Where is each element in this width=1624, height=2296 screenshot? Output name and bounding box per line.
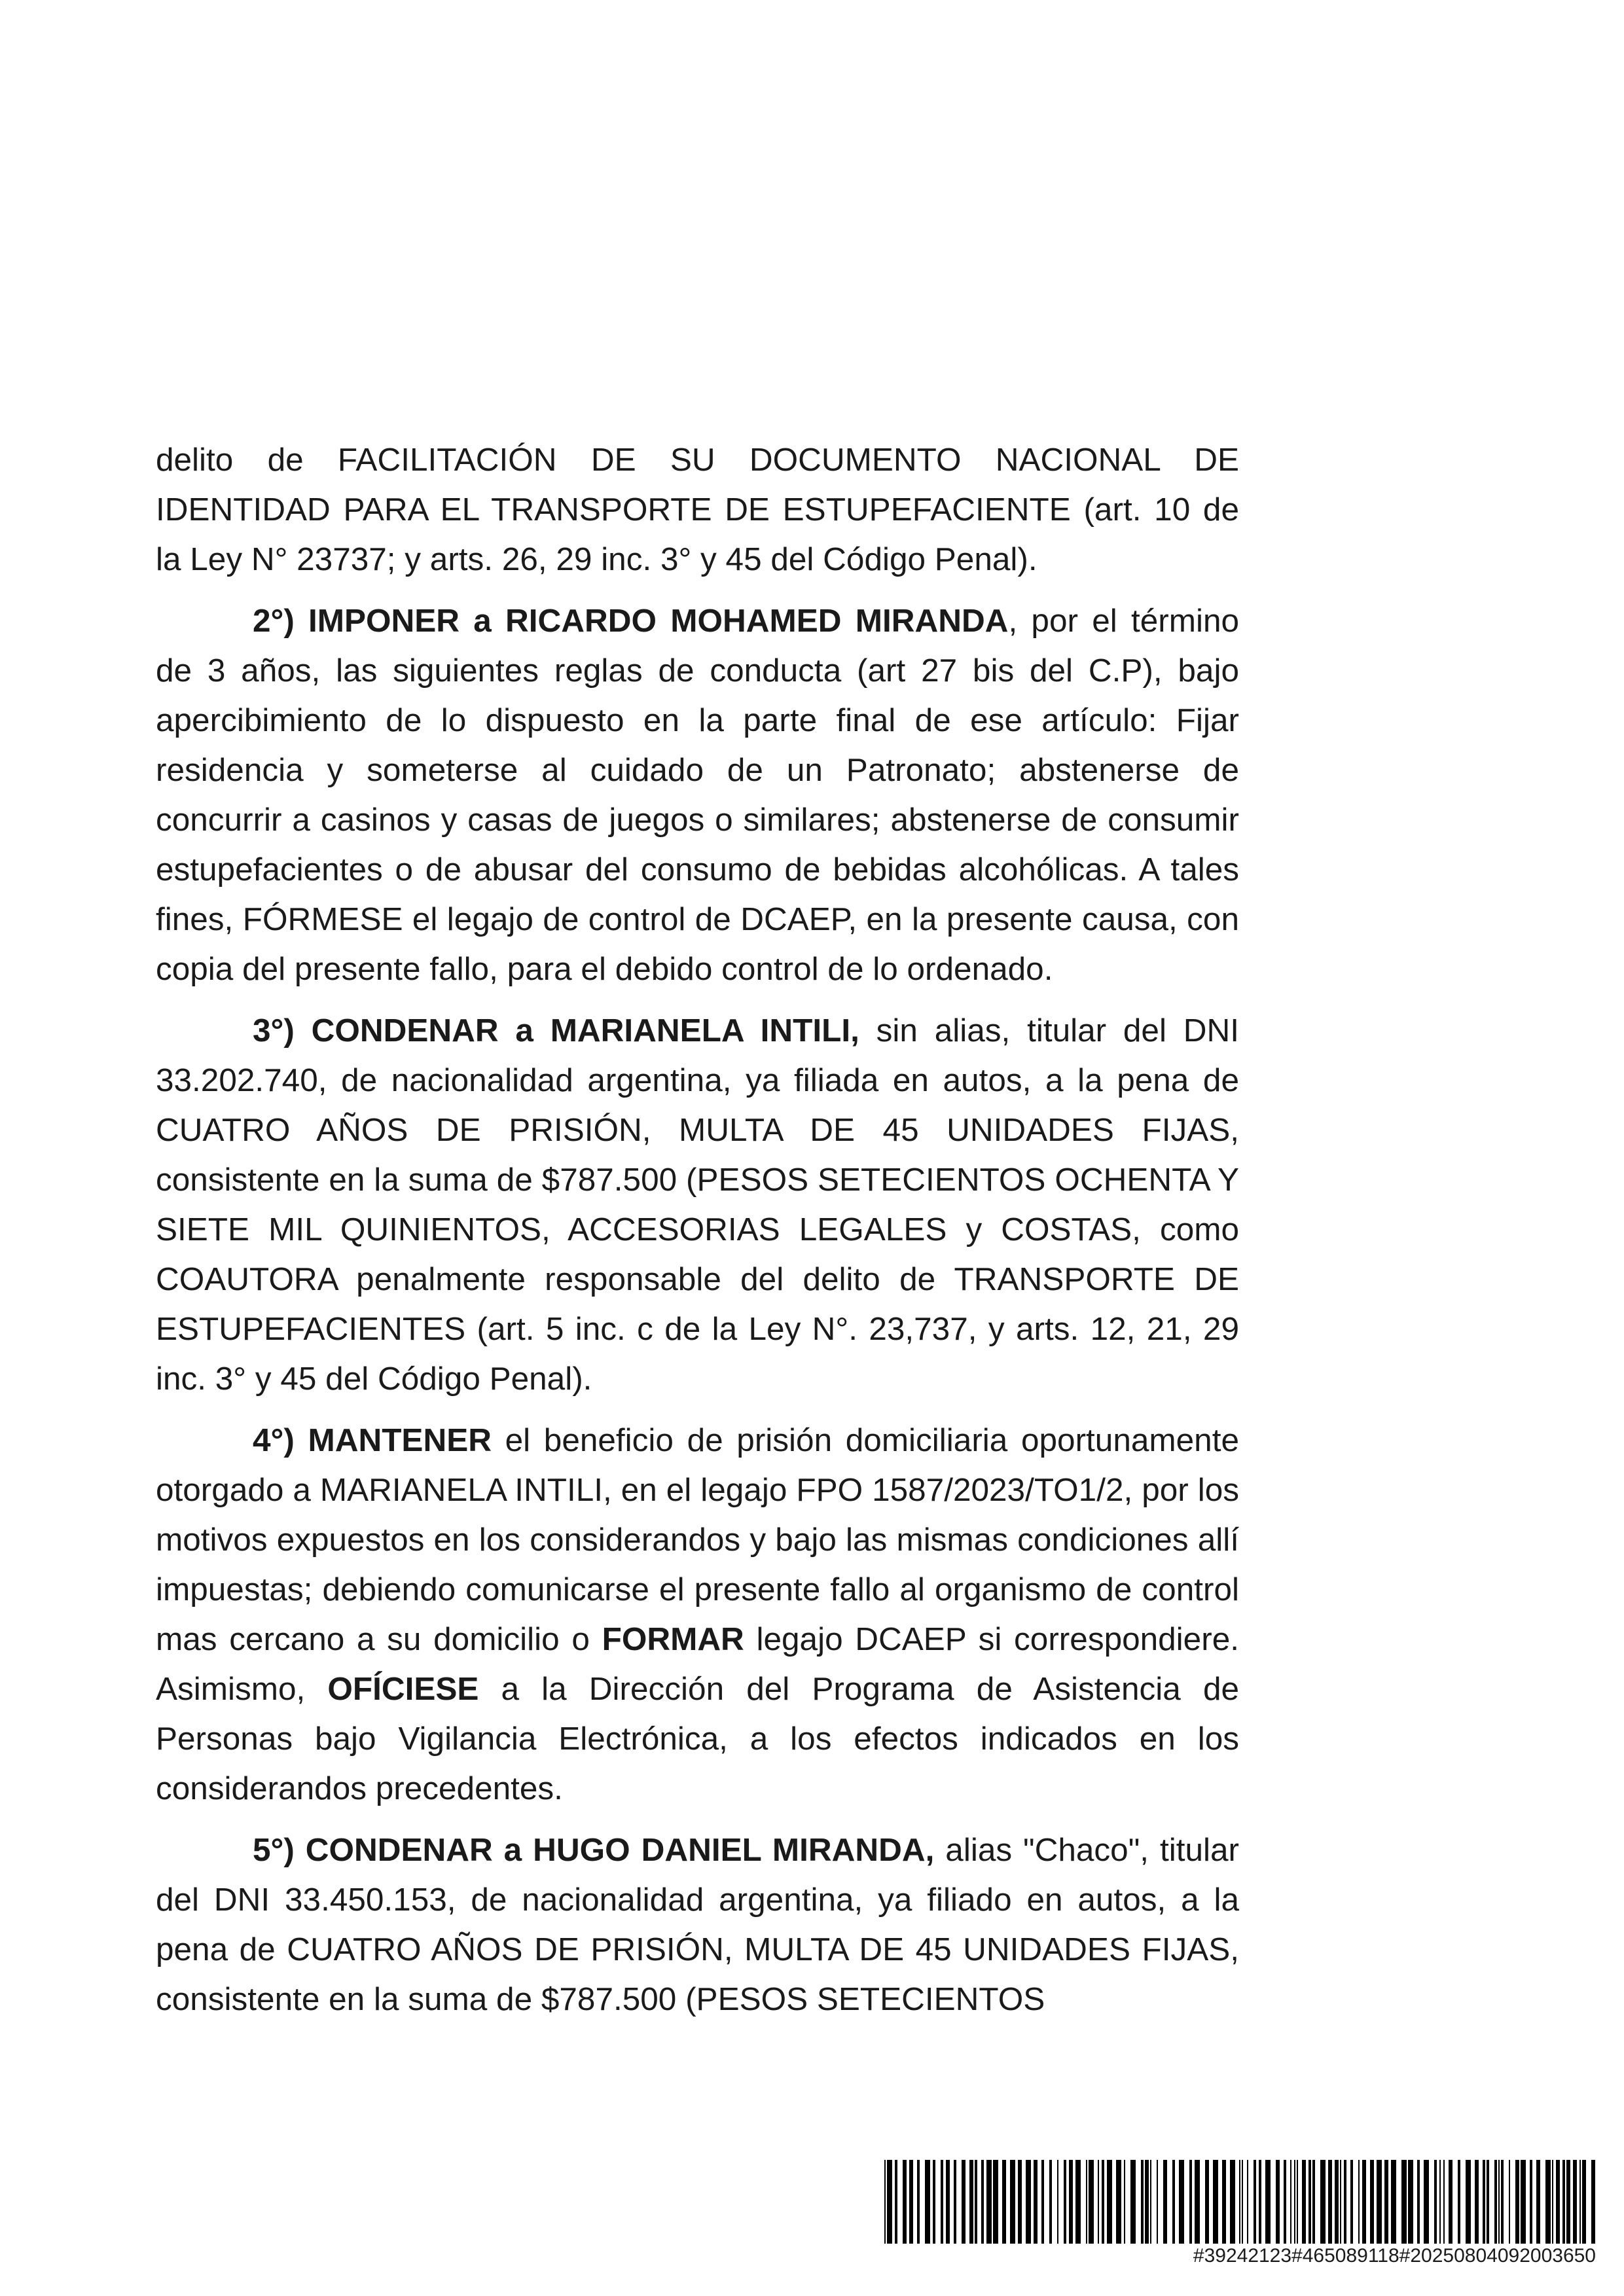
barcode-bar <box>1276 2160 1280 2244</box>
barcode-bar <box>1370 2160 1374 2244</box>
barcode-bar <box>1069 2160 1073 2244</box>
barcode-bar <box>1163 2160 1167 2244</box>
barcode-bar <box>1130 2160 1136 2244</box>
barcode-bar <box>1566 2160 1570 2244</box>
barcode-bar <box>1521 2160 1526 2244</box>
barcode-bar <box>1049 2160 1052 2244</box>
barcode-bar <box>946 2160 950 2244</box>
barcode-bar <box>1562 2160 1565 2244</box>
barcode-bar <box>1515 2160 1519 2244</box>
barcode-bar <box>909 2160 913 2244</box>
barcode-graphic <box>884 2160 1596 2244</box>
barcode-bar <box>1141 2160 1144 2244</box>
barcode-bar <box>917 2160 920 2244</box>
barcode-bar <box>1107 2160 1112 2244</box>
barcode-bar <box>1487 2160 1489 2244</box>
barcode-bar <box>1417 2160 1420 2244</box>
barcode-bar <box>1026 2160 1031 2244</box>
barcode-bar <box>1102 2160 1104 2244</box>
barcode-bar <box>1579 2160 1581 2244</box>
barcode-bar <box>1213 2160 1218 2244</box>
barcode-bar <box>1384 2160 1388 2244</box>
barcode-bar <box>903 2160 907 2244</box>
barcode-bar <box>1340 2160 1341 2244</box>
paragraph-5-heading: 5°) CONDENAR a HUGO DANIEL MIRANDA, <box>253 1832 935 1868</box>
barcode-bar <box>1239 2160 1240 2244</box>
barcode-bar <box>1116 2160 1121 2244</box>
paragraph-4-heading: 4°) MANTENER <box>253 1422 492 1458</box>
barcode-bar <box>1439 2160 1441 2244</box>
barcode-bar <box>1591 2160 1595 2244</box>
barcode-bar <box>1401 2160 1407 2244</box>
barcode-bar <box>1259 2160 1261 2244</box>
barcode-bar <box>1189 2160 1192 2244</box>
barcode-bar <box>1498 2160 1500 2244</box>
paragraph-2 <box>156 596 1239 994</box>
barcode-bar <box>1057 2160 1058 2244</box>
barcode-number: #39242123#465089118#20250804092003650 <box>1193 2245 1596 2267</box>
barcode-bar <box>1483 2160 1485 2244</box>
barcode-bar <box>1443 2160 1445 2244</box>
barcode-bar <box>1494 2160 1497 2244</box>
barcode-bar <box>1308 2160 1311 2244</box>
barcode-bar <box>1377 2160 1382 2244</box>
barcode-bar <box>1362 2160 1366 2244</box>
barcode-bar <box>925 2160 930 2244</box>
barcode-bar <box>1247 2160 1248 2244</box>
barcode-bar <box>1002 2160 1006 2244</box>
paragraph-5 <box>156 1825 1239 2024</box>
barcode-bar <box>941 2160 943 2244</box>
paragraph-1-text: delito de FACILITACIÓN DE SU DOCUMENTO NACIONAL DE IDENTIDAD PARA EL TRANSPORTE DE ESTUPEFACIENTE (art. 10 de la Ley N° 23737; y arts. 26, 29 inc. 3° y 45 del Código Penal). <box>156 442 1239 577</box>
paragraph-4-emphasis-formar: FORMAR <box>602 1621 744 1657</box>
barcode-bar <box>1086 2160 1087 2244</box>
barcode-bar <box>1041 2160 1044 2244</box>
paragraph-2-text: , por el término de 3 años, las siguientes reglas de conducta (art 27 bis del C.P), bajo apercibimiento de lo dispuesto en la parte final de ese artículo: Fijar residencia y someterse al cuidado de un Patronato; abstenerse de concurrir a casinos y casas de juegos o similares; abstenerse de consumir estupefacientes o de abusar del consumo de bebidas alcohólicas. A tales fines, FÓRMESE el legajo de control de DCAEP, en la presente causa, con copia del presente fallo, para el debido control de lo ordenado. <box>156 603 1239 987</box>
barcode-bar <box>1302 2160 1306 2244</box>
paragraph-5-text: alias "Chaco", titular del DNI 33.450.153, de nacionalidad argentina, ya filiado en autos, a la pena de CUATRO AÑOS DE PRISIÓN, MULTA DE 45 UNIDADES FIJAS, consistente en la suma de $787.500 (PESOS SETECIENTOS <box>156 1832 1239 2017</box>
barcode-bar <box>1434 2160 1437 2244</box>
barcode-bar <box>1018 2160 1022 2244</box>
paragraph-3 <box>156 1006 1239 1404</box>
paragraph-1 <box>156 435 1239 584</box>
barcode-bar <box>1265 2160 1271 2244</box>
barcode-bar <box>1328 2160 1332 2244</box>
barcode-bar <box>1466 2160 1471 2244</box>
barcode-bar <box>1179 2160 1184 2244</box>
barcode-bar <box>1536 2160 1540 2244</box>
barcode-bar <box>962 2160 965 2244</box>
barcode-bar <box>1284 2160 1286 2244</box>
barcode-bar <box>1297 2160 1298 2244</box>
barcode-bar <box>1320 2160 1326 2244</box>
barcode-bar <box>969 2160 973 2244</box>
barcode-bar <box>1290 2160 1291 2244</box>
barcode-bar <box>1064 2160 1066 2244</box>
paragraph-4-emphasis-oficiese: OFÍCIESE <box>327 1671 479 1707</box>
barcode-bar <box>1294 2160 1295 2244</box>
barcode-bar <box>975 2160 977 2244</box>
barcode-bar <box>1195 2160 1200 2244</box>
barcode-bar <box>1582 2160 1586 2244</box>
paragraph-3-heading: 3°) CONDENAR a MARIANELA INTILI, <box>253 1013 859 1049</box>
barcode-bar <box>1556 2160 1560 2244</box>
barcode-bar <box>1458 2160 1460 2244</box>
barcode-bar <box>887 2160 892 2244</box>
barcode-bar <box>1501 2160 1504 2244</box>
barcode-bar <box>1098 2160 1099 2244</box>
barcode-bar <box>933 2160 935 2244</box>
barcode-bar <box>1089 2160 1094 2244</box>
barcode-bar <box>1242 2160 1243 2244</box>
barcode-bar <box>1545 2160 1551 2244</box>
paragraph-4-text-2: legajo DCAEP si correspondiere. Asimismo, <box>156 1621 1239 1707</box>
barcode-bar <box>1034 2160 1038 2244</box>
barcode-bar <box>1358 2160 1360 2244</box>
document-body <box>156 435 1239 2024</box>
paragraph-4 <box>156 1416 1239 1814</box>
barcode-bar <box>1552 2160 1553 2244</box>
barcode-bar <box>1205 2160 1209 2244</box>
barcode-bar <box>1075 2160 1081 2244</box>
barcode-bar <box>884 2160 886 2244</box>
barcode-bar <box>1254 2160 1256 2244</box>
barcode-bar <box>981 2160 984 2244</box>
barcode-bar <box>1408 2160 1413 2244</box>
paragraph-3-text: sin alias, titular del DNI 33.202.740, de nacionalidad argentina, ya filiada en autos, a la pena de CUATRO AÑOS DE PRISIÓN, MULTA DE 45 UNIDADES FIJAS, consistente en la suma de $787.500 (PESOS SETECIENTOS OCHENTA Y SIETE MIL QUINIENTOS, ACCESORIAS LEGALES y COSTAS, como COAUTORA penalmente responsable del delito de TRANSPORTE DE ESTUPEFACIENTES (art. 5 inc. c de la Ley N°. 23,737, y arts. 12, 21, 29 inc. 3° y 45 del Código Penal). <box>156 1013 1239 1397</box>
barcode-bar <box>1509 2160 1510 2244</box>
barcode-bar <box>1391 2160 1396 2244</box>
barcode-bar <box>1449 2160 1453 2244</box>
paragraph-4-text-3: a la Dirección del Programa de Asistencia de Personas bajo Vigilancia Electrónica, a los efectos indicados en los considerandos precedentes. <box>156 1671 1240 1806</box>
barcode-bar <box>1335 2160 1339 2244</box>
barcode-bar <box>986 2160 992 2244</box>
paragraph-2-heading: 2°) IMPONER a RICARDO MOHAMED MIRANDA <box>253 603 1009 639</box>
barcode-bar <box>954 2160 956 2244</box>
barcode-bar <box>1222 2160 1226 2244</box>
paragraph-4-text-1: el beneficio de prisión domiciliaria oportunamente otorgado a MARIANELA INTILI, en el legajo FPO 1587/2023/TO1/2, por los motivos expuestos en los considerandos y bajo las mismas condiciones allí impuestas; debiendo comunicarse el presente fallo al organismo de control mas cercano a su domicilio o <box>156 1422 1239 1657</box>
barcode-bar <box>1475 2160 1479 2244</box>
barcode-bar <box>1157 2160 1158 2244</box>
barcode-bar <box>1350 2160 1353 2244</box>
barcode-bar <box>1124 2160 1125 2244</box>
barcode-bar <box>1530 2160 1532 2244</box>
barcode-bar <box>1145 2160 1149 2244</box>
barcode-bar <box>1573 2160 1577 2244</box>
barcode-bar <box>1424 2160 1429 2244</box>
barcode-bar <box>895 2160 897 2244</box>
barcode-bar <box>1150 2160 1151 2244</box>
barcode-bar <box>993 2160 998 2244</box>
barcode-bar <box>1010 2160 1015 2244</box>
barcode-bar <box>1230 2160 1235 2244</box>
barcode-bar <box>1312 2160 1315 2244</box>
barcode-bar <box>1172 2160 1175 2244</box>
document-barcode <box>884 2160 1596 2267</box>
barcode-bar <box>1344 2160 1346 2244</box>
